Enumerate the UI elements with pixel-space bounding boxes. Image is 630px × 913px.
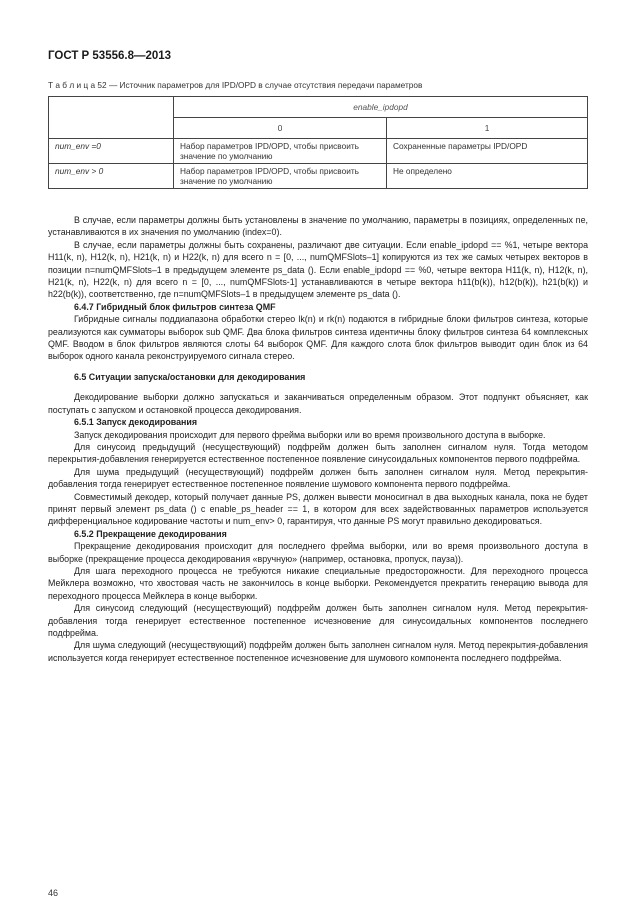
paragraph: Запуск декодирования происходит для первого фрейма выборки или во время произвольного доступа в выборке. [74,429,546,440]
row-cell: Сохраненные параметры IPD/OPD [387,139,588,164]
paragraph: Для шага переходного процесса не требуются никакие специальные предосторожности. Для переходного процесса Мейклера возможно, что хвостовая часть не закончилось в конце выборки. Рекомендуется прекратить генерацию вывода для переходного процесса Мейклера в конце выборки. [48,565,588,601]
paragraph: Для шума следующий (несуществующий) подфрейм должен быть заполнен сигналом нуля. Метод перекрытия-добавления используется когда генерирует естественное постепенное исчезновение для шумового компонента последнего подфрейма. [48,640,588,663]
page-number: 46 [48,888,59,898]
paragraph: Гибридные сигналы поддиапазона обработки стерео lk(n) и rk(n) подаются в гибридные блоки фильтров синтеза, которые реализуются как сумматоры выборок sub QMF. Два блока фильтров синтеза идентичны блоку фильтров синтеза 64 комплексных QMF. Вводом в блок фильтров являются слоты 64 выборок QMF. Для каждого слота блок фильтров выводит один блок из 64 выборок одного канала реконструируемого сигнала стерео. [48,314,588,362]
parameter-source-table [48,96,588,189]
paragraph: Декодирование выборки должно запускаться и заканчиваться определенным образом. Этот подпункт объясняет, как поступать с запуском и остановкой процесса декодирования. [48,392,588,415]
body-text [48,214,588,664]
paragraph: Прекращение декодирования происходит для последнего фрейма выборки, или во время произвольного доступа в выборке (прекращение процесса декодирования «вручную» (например, остановка, пропуск, пауза)). [48,541,588,564]
row-cell: Набор параметров IPD/OPD, чтобы присвоить значение по умолчанию [174,139,387,164]
table-row [49,139,588,164]
paragraph: Для синусоид следующий (несуществующий) подфрейм должен быть заполнен сигналом нуля. Метод перекрытия-добавления тогда генерирует естественное постепенное исчезновение для синусоидальных компонентов последнего подфрейма. [48,603,588,638]
table-corner-cell [49,97,174,139]
table-col-0: 0 [174,118,387,139]
standard-header: ГОСТ Р 53556.8—2013 [48,50,172,62]
section-heading: 6.5 Ситуации запуска/остановки для декодирования [74,371,306,382]
paragraph: Для шума предыдущий (несуществующий) подфрейм должен быть заполнен сигналом нуля. Метод перекрытия-добавления тогда генерирует естественное постепенное появление шумового компонента первого подфрейма. [48,466,588,490]
row-label: num_env =0 [49,139,174,164]
paragraph: Для синусоид предыдущий (несуществующий) подфрейм должен быть заполнен сигналом нуля. Тогда методом перекрытия-добавления генерируется естественное постепенное появление синусоидальных компонентов первого подфрейма. [48,441,588,465]
section-heading: 6.5.2 Прекращение декодирования [74,528,227,539]
table-col-1: 1 [387,118,588,139]
table-group-header: enable_ipdopd [174,97,588,118]
table-row [49,164,588,189]
paragraph: Совместимый декодер, который получает данные PS, должен вывести моносигнал в два выходных канала, пока не будет принят первый элемент ps_data () с enable_ps_header == 1, в котором для всех задействованных параметров используется дифференциальное кодирование частоты и num_env> 0, гарантируя, что данные PS могут правильно декодироваться. [48,491,588,527]
table-caption: Т а б л и ц а 52 — Источник параметров для IPD/OPD в случае отсутствия передачи параметров [48,80,423,90]
paragraph: В случае, если параметры должны быть установлены в значение по умолчанию, параметры в позициях, определенных ne, устанавливаются в их значения по умолчанию (index=0). [48,215,588,238]
section-heading: 6.5.1 Запуск декодирования [74,417,198,428]
row-label: num_env > 0 [49,164,174,189]
section-heading: 6.4.7 Гибридный блок фильтров синтеза QMF [74,301,276,312]
row-cell: Не определено [387,164,588,189]
row-cell: Набор параметров IPD/OPD, чтобы присвоить значение по умолчанию [174,164,387,189]
paragraph: В случае, если параметры должны быть сохранены, различают две ситуации. Если enable_ipdopd == %1, четыре вектора H11(k, n), H12(k, n), H21(k, n) и H22(k, n) для всего n = [0, ..., numQMFSlots–1] копируются из тех же самых четырех векторов в позиции n=numQMFSlots–1 в предыдущем элементе ps_data (). Если enable_ipdopd == %0, четыре вектора H11(k, n), H12(k, n), H21(k, n), H22(k, n) для всего n = [0, ..., numQMFSlots-1] устанавливаются в четыре вектора h11(b(k)), h12(b(k)), h21(b(k)) и h22(b(k)), соответственно, где n=numQMFSlots–1 в предыдущем элементе ps_data (). [48,239,588,300]
